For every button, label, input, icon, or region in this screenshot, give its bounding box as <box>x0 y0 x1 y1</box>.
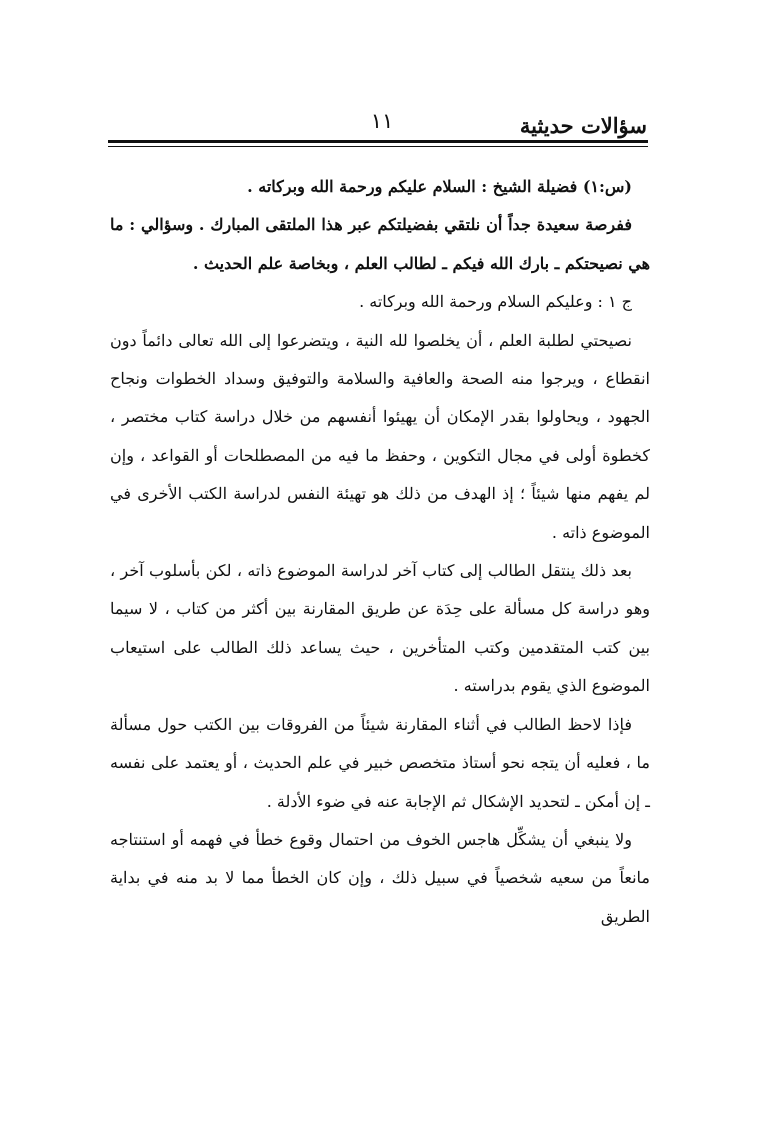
page-header <box>110 105 647 145</box>
answer-paragraph-2: بعد ذلك ينتقل الطالب إلى كتاب آخر لدراسة الموضوع ذاته ، لكن بأسلوب آخر ، وهو دراسة كل مسألة على حِدَة عن طريق المقارنة بين أكثر من كتاب ، لا سيما بين كتب المتقدمين وكتب المتأخرين ، حيث يساعد ذلك الطالب على استيعاب الموضوع الذي يقوم بدراسته . <box>110 561 650 696</box>
header-rule-thick <box>108 140 648 143</box>
answer-paragraph-4: ولا ينبغي أن يشكِّل هاجس الخوف من احتمال وقوع خطأ في فهمه أو استنتاجه مانعاً من سعيه شخصياً في سبيل ذلك ، وإن كان الخطأ مما لا بد منه في بداية الطريق <box>110 829 650 926</box>
answer-paragraph-3: فإذا لاحظ الطالب في أثناء المقارنة شيئاً من الفروقات بين الكتب حول مسألة ما ، فعليه أن يتجه نحو أستاذ متخصص خبير في علم الحديث ، أو يعتمد على نفسه ـ إن أمكن ـ لتحديد الإشكال ثم الإجابة عنه في ضوء الأدلة . <box>110 714 650 811</box>
body-text <box>110 168 650 936</box>
answer-paragraph-1: نصيحتي لطلبة العلم ، أن يخلصوا لله النية ، ويتضرعوا إلى الله تعالى دائماً دون انقطاع ، ويرجوا منه الصحة والعافية والسلامة والتوفيق وسداد الخطوات ونجاح الجهود ، ويحاولوا بقدر الإمكان أن يهيئوا أنفسهم من خلال دراسة كتاب مختصر ، كخطوة أولى في مجال التكوين ، وحفظ ما فيه من المصطلحات أو القواعد ، وإن لم يفهم منها شيئاً ؛ إذ الهدف من ذلك هو تهيئة النفس لدراسة الكتب الأخرى في الموضوع ذاته . <box>110 330 650 542</box>
answer-greeting: ج ١ : وعليكم السلام ورحمة الله وبركاته . <box>359 292 632 312</box>
page-number: ١١ <box>370 109 394 133</box>
question-text: ففرصة سعيدة جداً أن نلتقي بفضيلتكم عبر هذا الملتقى المبارك . وسؤالي : ما هي نصيحتكم ـ بارك الله فيكم ـ لطالب العلم ، وبخاصة علم الحديث . <box>110 215 650 273</box>
header-rule-thin <box>108 146 648 147</box>
question-greeting: (س:١) فضيلة الشيخ : السلام عليكم ورحمة الله وبركاته . <box>247 177 632 196</box>
running-title: سؤالات حديثية <box>519 113 647 138</box>
